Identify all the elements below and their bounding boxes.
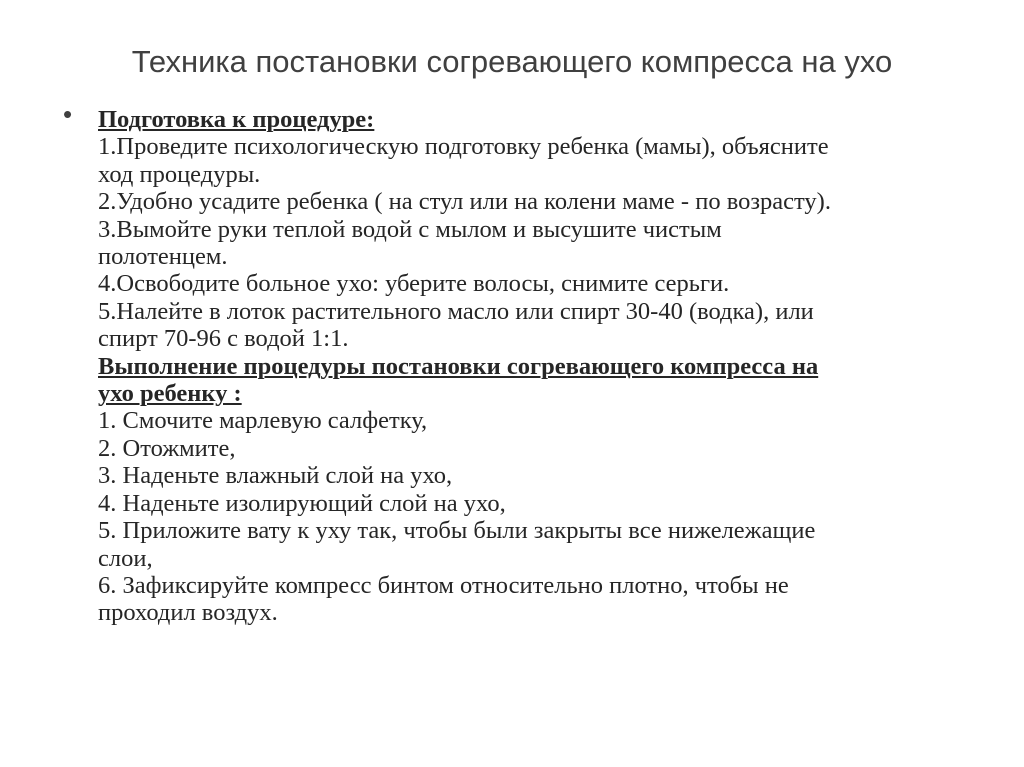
body-text-line: 1.Проведите психологическую подготовку ребенка (мамы), объясните xyxy=(98,133,829,161)
body-text-line: слои, xyxy=(98,544,153,572)
body-text-line: 4. Наденьте изолирующий слой на ухо, xyxy=(98,489,506,517)
body-text-line: 5.Налейте в лоток растительного масло или спирт 30-40 (водка), или xyxy=(98,297,814,325)
body-text-line: проходил воздух. xyxy=(98,599,278,627)
body-text-line: 3. Наденьте влажный слой на ухо, xyxy=(98,462,453,490)
bullet-icon: • xyxy=(63,99,73,129)
body-text-line: 2.Удобно усадите ребенка ( на стул или на колени маме - по возрасту). xyxy=(98,188,831,216)
body-text-line: полотенцем. xyxy=(98,243,228,271)
slide-body xyxy=(98,106,978,627)
slide-title: Техника постановки согревающего компресса на ухо xyxy=(131,44,893,79)
body-text-line: спирт 70-96 с водой 1:1. xyxy=(98,325,349,353)
section-heading-line: Подготовка к процедуре: xyxy=(98,106,375,133)
section-heading-line: ухо ребенку : xyxy=(98,380,242,408)
body-text-line: 4.Освободите больное ухо: уберите волосы, снимите серьги. xyxy=(98,270,730,298)
body-text-line: ход процедуры. xyxy=(98,160,261,188)
body-text-line: 3.Вымойте руки теплой водой с мылом и высушите чистым xyxy=(98,215,722,243)
section-heading-line: Выполнение процедуры постановки согревающего компресса на xyxy=(98,352,819,380)
body-text-line: 1. Смочите марлевую салфетку, xyxy=(98,407,428,435)
body-text-line: 2. Отожмите, xyxy=(98,434,236,462)
body-text-line: 5. Приложите вату к уху так, чтобы были закрыты все нижележащие xyxy=(98,517,816,545)
body-text-line: 6. Зафиксируйте компресс бинтом относительно плотно, чтобы не xyxy=(98,571,789,599)
